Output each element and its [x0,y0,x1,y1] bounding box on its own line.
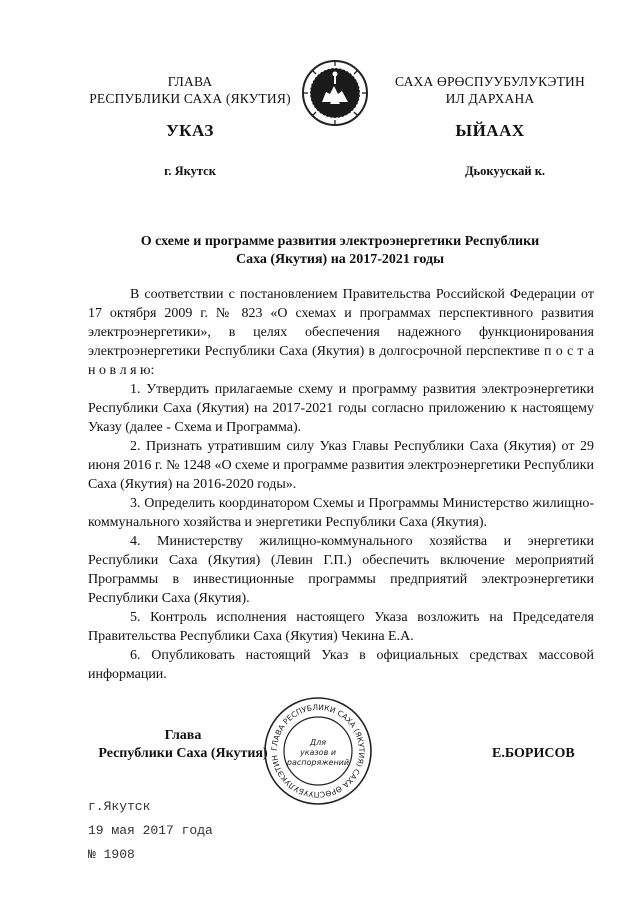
doc-type-sah: ЫЙААХ [455,121,525,140]
clause-5: 5. Контроль исполнения настоящего Указа возложить на Председателя Правительства Республики Саха (Якутия) Чекина Е.А. [88,610,594,644]
coat-of-arms-emblem [300,58,370,128]
decree-title [60,233,620,269]
seal-center-line2: указов и [299,748,337,757]
issuer-sah [380,73,600,107]
decree-title-line2: Саха (Якутия) на 2017-2021 годы [235,252,445,267]
preamble-paragraph: В соответствии с постановлением Правительства Российской Федерации от 17 октября 2009 г. № 823 «О схемах и программах перспективного развития электроэнергетики», в целях обеспечения надежного функционирования электроэнергетики Республики Саха (Якутия) в долгосрочной перспективе п о с т а н о в л я ю: [88,287,594,378]
doc-type-ru: УКАЗ [166,121,214,140]
issuer-sah-line2: ИЛ ДАРХАНА [445,91,535,106]
signatory-position [88,727,278,763]
decree-title-line1: О схеме и программе развития электроэнергетики Республики [140,234,540,249]
footer-number: № 1908 [88,847,135,862]
signatory-name: Е.БОРИСОВ [492,746,575,761]
clause-2: 2. Признать утратившим силу Указ Главы Республики Саха (Якутия) от 29 июня 2016 г. № 1248 «О схеме и программе развития электроэнергетики Республики Саха (Якутия) на 2016-2020 годы». [88,439,594,492]
issuer-ru [70,73,310,107]
decree-footer [88,795,348,867]
issuer-ru-line1: ГЛАВА [167,74,213,89]
signatory-position-line1: Глава [164,728,202,743]
issuer-ru-line2: РЕСПУБЛИКИ САХА (ЯКУТИЯ) [89,91,291,106]
decree-body [88,285,594,684]
clause-6: 6. Опубликовать настоящий Указ в официальных средствах массовой информации. [88,648,594,682]
city-sah: Дьокуускай к. [464,164,546,178]
footer-city: г.Якутск [88,799,151,814]
signatory-position-line2: Республики Саха (Якутия) [98,746,268,761]
seal-center-line3: распоряжений [286,758,350,767]
official-seal [262,695,374,807]
seal-ring-text: ГЛАВА РЕСПУБЛИКИ САХА (ЯКУТИЯ) САХА ӨРӨСПУУБУЛУКЭТИН [269,702,367,800]
city-ru: г. Якутск [164,164,216,178]
clause-1: 1. Утвердить прилагаемые схему и программу развития электроэнергетики Республики Саха (Якутия) на 2017-2021 годы согласно приложению к настоящему Указу (далее - Схема и Программа). [88,382,594,435]
clause-4: 4. Министерству жилищно-коммунального хозяйства и энергетики Республики Саха (Якутия) (Левин Г.П.) обеспечить включение мероприятий Программы в инвестиционные программы предприятий электроэнергетики Республики Саха (Якутия). [88,534,594,606]
clause-3: 3. Определить координатором Схемы и Программы Министерство жилищно-коммунального хозяйства и энергетики Республики Саха (Якутия). [88,496,594,530]
issuer-sah-line1: САХА ӨРӨСПУУБУЛУКЭТИН [395,74,585,89]
seal-center-line1: Для [309,738,327,747]
footer-date: 19 мая 2017 года [88,823,213,838]
